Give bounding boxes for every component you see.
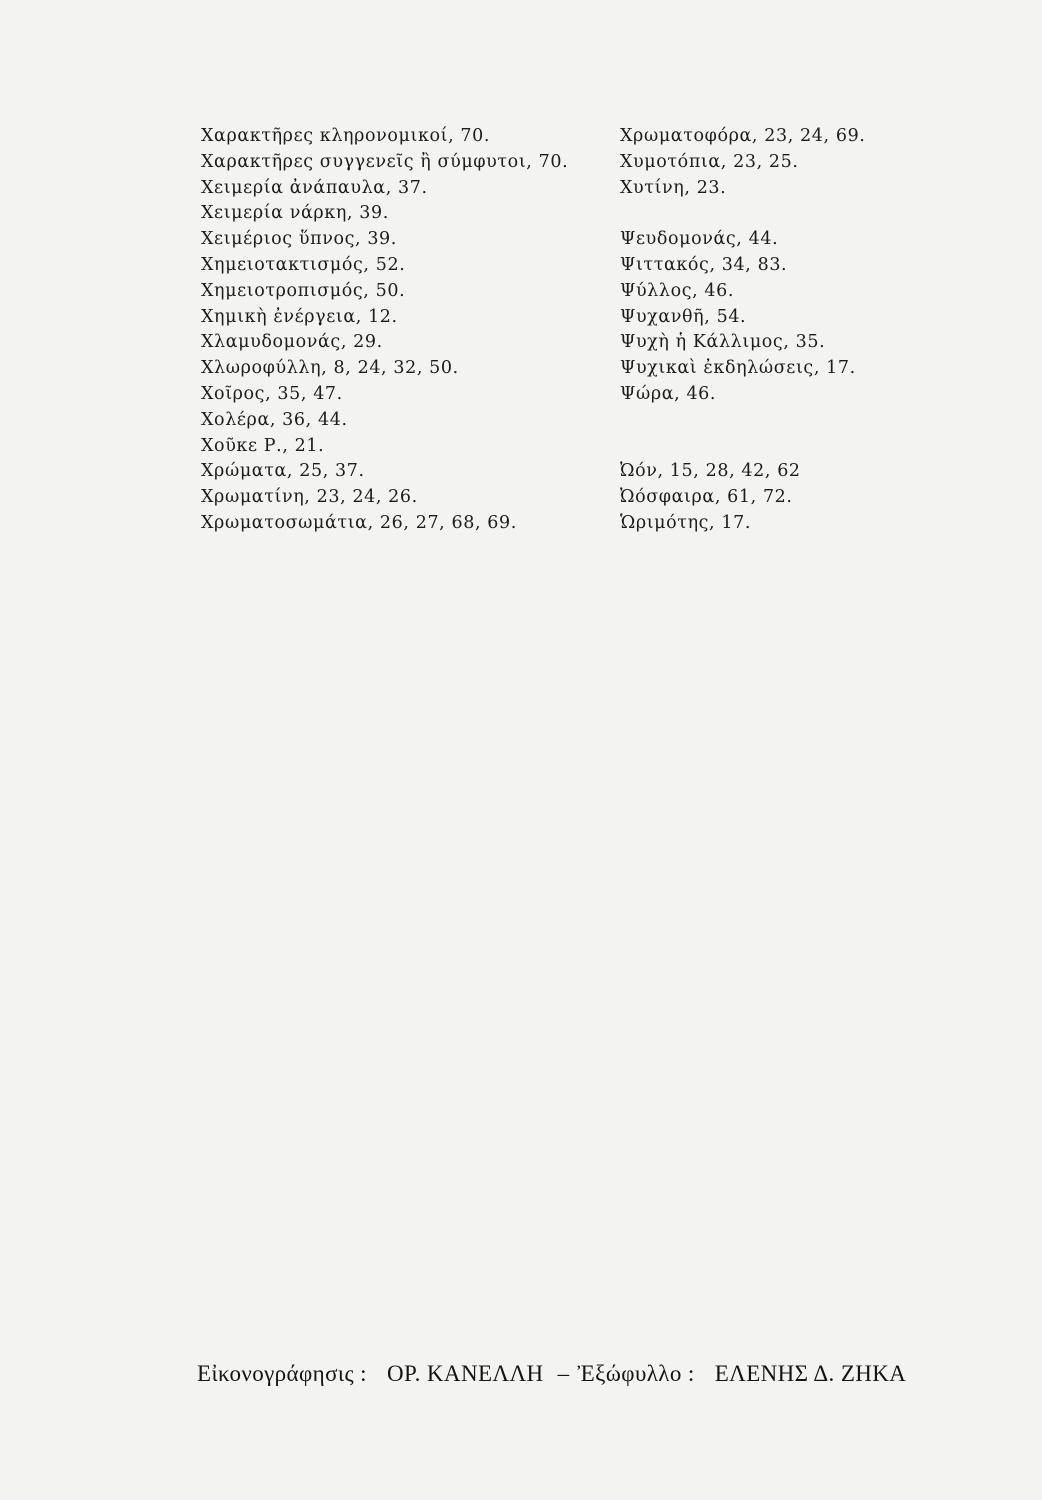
- index-entry: Χειμερία ἀνάπαυλα, 37.: [201, 177, 428, 198]
- index-entry: Ψυχικαὶ ἐκδηλώσεις, 17.: [620, 358, 856, 379]
- cover-artist-name: ΕΛΕΝΗΣ Δ. ΖΗΚΑ: [714, 1361, 907, 1386]
- index-entry: Χρώματα, 25, 37.: [201, 461, 365, 482]
- index-entry: Χυτίνη, 23.: [620, 177, 727, 198]
- index-entry: Ψευδομονάς, 44.: [620, 229, 779, 250]
- index-entry: Χειμέριος ὕπνος, 39.: [201, 229, 397, 250]
- index-entry: Χλωροφύλλη, 8, 24, 32, 50.: [201, 358, 459, 379]
- index-entry: Ψώρα, 46.: [620, 383, 717, 404]
- index-entry: Χοῦκε Ρ., 21.: [201, 435, 325, 456]
- index-entry: Ψύλλος, 46.: [620, 280, 735, 301]
- index-entry: Χημικὴ ἐνέργεια, 12.: [201, 306, 398, 327]
- index-entry: Ψυχανθῆ, 54.: [620, 306, 747, 327]
- cover-label: Ἐξώφυλλο :: [577, 1361, 695, 1386]
- index-entry: Χρωματοφόρα, 23, 24, 69.: [620, 126, 866, 146]
- index-entry: Χρωματίνη, 23, 24, 26.: [201, 487, 418, 508]
- index-entry: Χολέρα, 36, 44.: [201, 409, 348, 430]
- illustrator-name: ΟΡ. ΚΑΝΕΛΛΗ: [386, 1361, 544, 1386]
- index-entry: Ψιττακός, 34, 83.: [620, 254, 788, 275]
- index-column-left: [201, 124, 611, 537]
- index-entry: Ὠόν, 15, 28, 42, 62: [620, 461, 801, 482]
- index-entry: Χαρακτῆρες κληρονομικοί, 70.: [201, 126, 491, 146]
- index-column-right: [620, 124, 1020, 537]
- illustration-label: Εἰκονογράφησις :: [197, 1361, 367, 1386]
- index-entry: Χημειοτακτισμός, 52.: [201, 254, 406, 275]
- index-entry: Χημειοτροπισμός, 50.: [201, 280, 406, 301]
- index-entry: Χυμοτόπια, 23, 25.: [620, 151, 799, 172]
- credits-line: [197, 1356, 1017, 1392]
- index-entry: Χειμερία νάρκη, 39.: [201, 203, 389, 224]
- index-entry: Ὠόσφαιρα, 61, 72.: [620, 487, 793, 508]
- index-entry: Χοῖρος, 35, 47.: [201, 383, 343, 404]
- credits-dash: –: [557, 1361, 570, 1386]
- index-entry: Χρωματοσωμάτια, 26, 27, 68, 69.: [201, 512, 517, 533]
- index-entry: Χλαμυδομονάς, 29.: [201, 332, 383, 353]
- index-entry: Ὡριμότης, 17.: [620, 512, 752, 533]
- index-entry: Ψυχὴ ἡ Κάλλιμος, 35.: [620, 332, 826, 353]
- index-entry: Χαρακτῆρες συγγενεῖς ἢ σύμφυτοι, 70.: [201, 151, 569, 172]
